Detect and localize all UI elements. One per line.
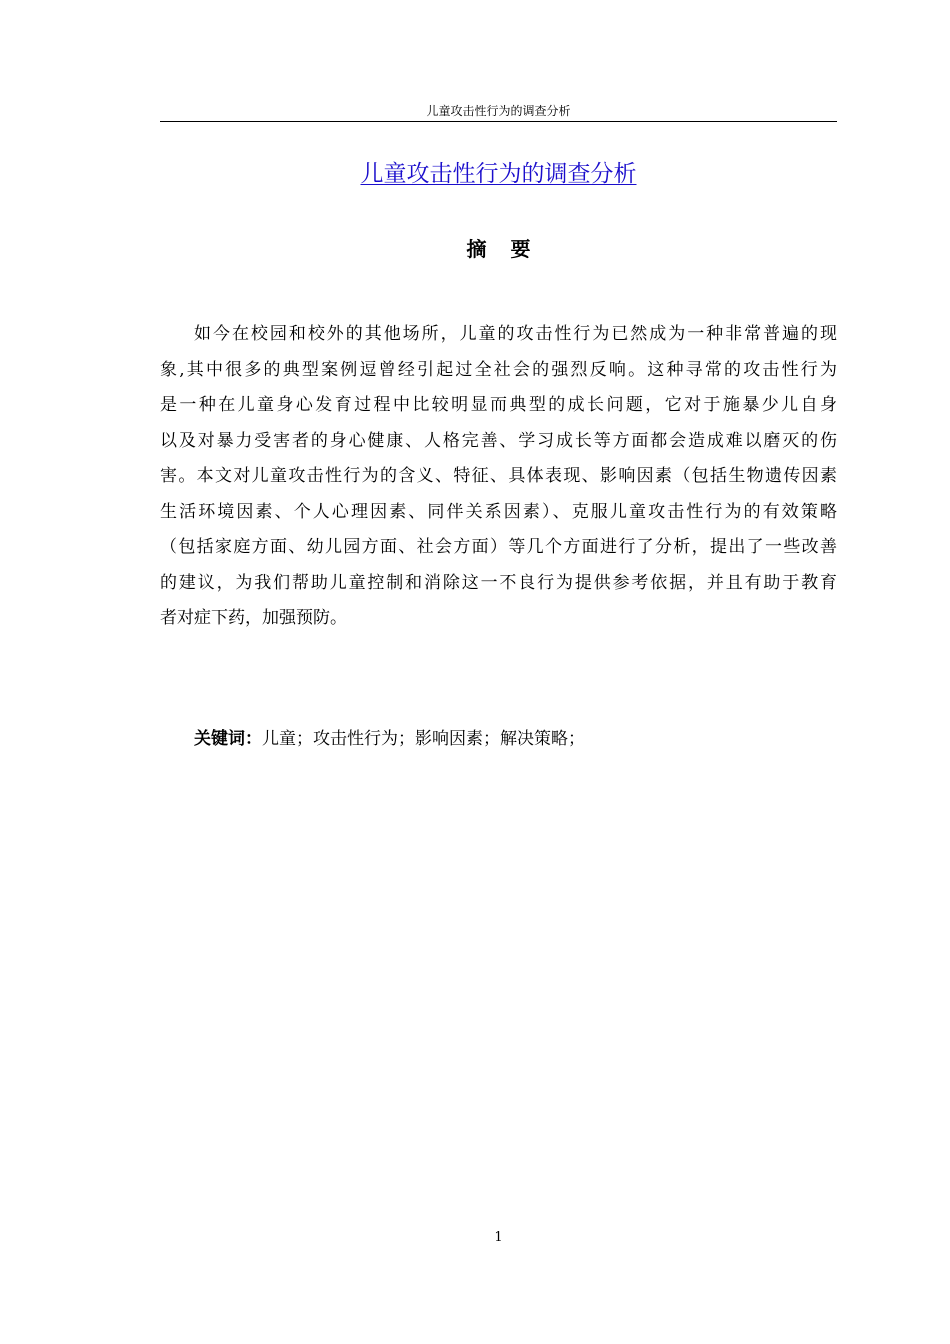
abstract-line: 如今在校园和校外的其他场所，儿童的攻击性行为已然成为一种非常普遍的现 xyxy=(194,324,837,344)
keywords-line xyxy=(194,724,585,754)
abstract-line: 害。本文对儿童攻击性行为的含义、特征、具体表现、影响因素（包括生物遗传因素 xyxy=(160,466,837,486)
keywords-label: 关键词： xyxy=(194,729,262,749)
abstract-line: 的建议，为我们帮助儿童控制和消除这一不良行为提供参考依据，并且有助于教育 xyxy=(160,572,837,593)
abstract-heading: 摘要 xyxy=(466,237,555,261)
document-title-link[interactable] xyxy=(160,158,837,190)
running-header: 儿童攻击性行为的调查分析 xyxy=(426,104,571,118)
abstract-paragraph xyxy=(160,317,837,637)
abstract-line: 以及对暴力受害者的身心健康、人格完善、学习成长等方面都会造成难以磨灭的伤 xyxy=(160,430,837,451)
abstract-line: （包括家庭方面、幼儿园方面、社会方面）等几个方面进行了分析，提出了一些改善 xyxy=(160,537,837,557)
abstract-line: 者对症下药，加强预防。 xyxy=(160,608,347,628)
page-number: 1 xyxy=(494,1230,503,1245)
abstract-line: 象,其中很多的典型案例逗曾经引起过全社会的强烈反响。这种寻常的攻击性行为 xyxy=(160,359,837,380)
abstract-line: 生活环境因素、个人心理因素、同伴关系因素）、克服儿童攻击性行为的有效策略 xyxy=(160,501,837,522)
keywords-text: 儿童；攻击性行为；影响因素；解决策略； xyxy=(262,729,585,749)
document-title-text[interactable]: 儿童攻击性行为的调查分析 xyxy=(360,161,637,187)
header-rule xyxy=(160,121,837,122)
abstract-line: 是一种在儿童身心发育过程中比较明显而典型的成长问题，它对于施暴少儿自身 xyxy=(160,395,837,415)
